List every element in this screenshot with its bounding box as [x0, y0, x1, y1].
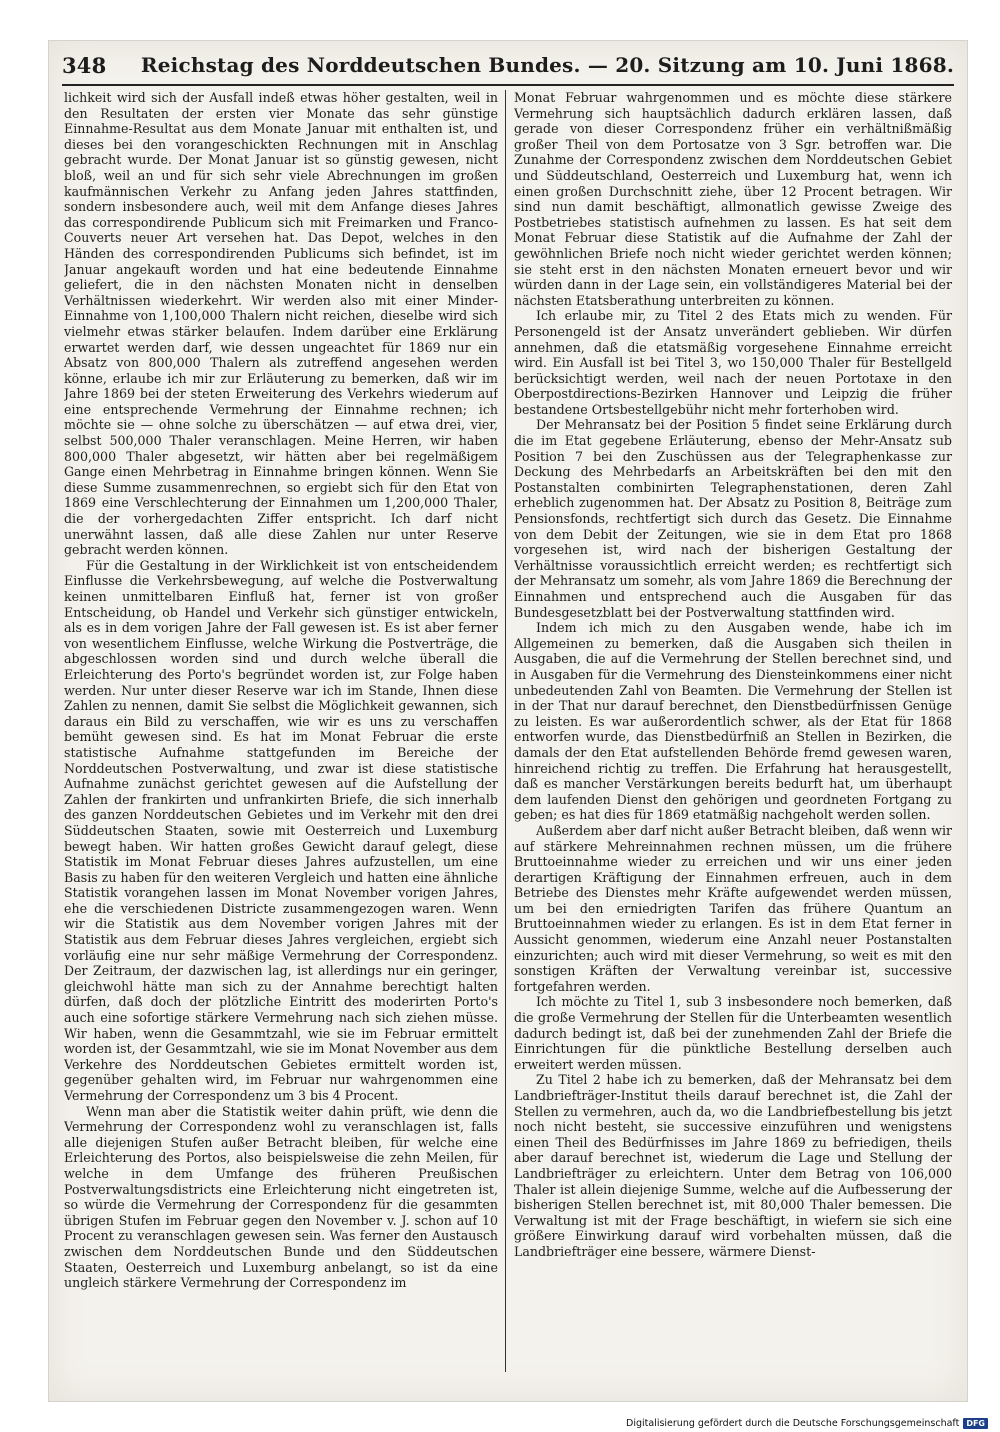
paragraph: Für die Gestaltung in der Wirklichkeit ist von entscheidendem Einflusse die Verkehrsbewegung, auf welche die Postverwaltung keinen unmittelbaren Einfluß hat, ferner ist von großer Entscheidung, ob Handel und Verkehr sich günstiger entwickeln, als es in dem vorigen Jahre der Fall gewesen ist. Es ist aber ferner von wesentlichem Einflusse, welche Wirkung die Postverträge, die abgeschlossen worden sind und durch welche überall die Erleichterung des Porto's begründet worden ist, zur Folge haben werden. Nur unter dieser Reserve war ich im Stande, Ihnen diese Zahlen zu nennen, damit Sie selbst die Möglichkeit gewannen, sich daraus ein Bild zu verschaffen, wie wir es uns zu verschaffen bemüht gewesen sind. Es hat im Monat Februar die erste statistische Aufnahme stattgefunden im Bereiche der Norddeutschen Postverwaltung, und zwar ist diese statistische Aufnahme zunächst gerichtet gewesen auf die Aufstellung der Zahlen der frankirten und unfrankirten Briefe, die sich innerhalb des ganzen Norddeutschen Gebietes und im Verkehr mit den drei Süddeutschen Staaten, sowie mit Oesterreich und Luxemburg bewegt haben. Wir hatten großes Gewicht darauf gelegt, diese Statistik im Monat Februar dieses Jahres aufzustellen, um eine Basis zu haben für den weiteren Vergleich und hatten eine ähnliche Statistik vorangehen lassen im Monat November vorigen Jahres, ehe die verschiedenen Districte zusammengezogen waren. Wenn wir die Statistik aus dem November vorigen Jahres mit der Statistik aus dem Februar dieses Jahres vergleichen, ergiebt sich vorläufig eine nur sehr mäßige Vermehrung der Correspondenz. Der Zeitraum, der dazwischen lag, ist allerdings nur ein geringer, gleichwohl hätte man sich zu der Annahme berechtigt halten dürfen, daß doch der plötzliche Eintritt des moderirten Porto's auch eine sofortige stärkere Vermehrung nach sich ziehen müsse. Wir haben, wenn die Gesammtzahl, wie sie im Februar ermittelt worden ist, der Gesammtzahl, wie sie im Monat November aus dem Verkehre des Norddeutschen Gebietes ermittelt worden ist, gegenüber gehalten wird, im Februar nur wahrgenommen eine Vermehrung der Correspondenz um 3 bis 4 Procent.: [64, 557, 498, 1103]
digitization-footer: [626, 1416, 988, 1430]
header-rule: [62, 84, 954, 86]
paragraph: Ich möchte zu Titel 1, sub 3 insbesondere noch bemerken, daß die große Vermehrung der Stellen für die Unterbeamten wesentlich dadurch bedingt ist, daß bei der zunehmenden Zahl der Briefe die Einrichtungen für die pünktliche Bestellung derselben auch erweitert werden müssen.: [514, 994, 952, 1072]
left-column: [64, 90, 498, 1380]
paragraph: Wenn man aber die Statistik weiter dahin prüft, wie denn die Vermehrung der Correspondenz wohl zu veranschlagen ist, falls alle diejenigen Stufen außer Betracht bleiben, für welche eine Erleichterung des Portos, also beispielsweise die zehn Meilen, für welche in dem Umfange des früheren Preußischen Postverwaltungsdistricts eine Erleichterung nicht eingetreten ist, so würde die Vermehrung der Correspondenz für die gesammten übrigen Stufen im Februar gegen den November v. J. schon auf 10 Procent zu veranschlagen gewesen sein. Was ferner den Austausch zwischen dem Norddeutschen Bunde und den Süddeutschen Staaten, Oesterreich und Luxemburg anbelangt, so ist da eine ungleich stärkere Vermehrung der Correspondenz im: [64, 1103, 498, 1291]
paragraph: Indem ich mich zu den Ausgaben wende, habe ich im Allgemeinen zu bemerken, daß die Ausgaben sich theilen in Ausgaben, die auf die Vermehrung der Stellen berechnet sind, und in Ausgaben für die Vermehrung des Diensteinkommens einer nicht unbedeutenden Zahl von Beamten. Die Vermehrung der Stellen ist in der That nur darauf berechnet, den Dienstbedürfnissen Genüge zu leisten. Es war außerordentlich schwer, als der Etat für 1868 entworfen wurde, das Dienstbedürfniß an Stellen in Bezirken, die damals der den Etat aufstellenden Behörde fremd gewesen waren, hinreichend richtig zu treffen. Die Erfahrung hat herausgestellt, daß es mancher Verstärkungen bereits bedurft hat, um überhaupt dem laufenden Dienst den gehörigen und geordneten Fortgang zu geben; es hat dies für 1869 etatmäßig nachgeholt werden sollen.: [514, 620, 952, 823]
paragraph: Zu Titel 2 habe ich zu bemerken, daß der Mehransatz bei dem Landbriefträger-Institut theils darauf berechnet ist, die Zahl der Stellen zu vermehren, auch da, wo die Landbriefbestellung bis jetzt noch nicht besteht, sie successive einzuführen und wenigstens einen Theil des Bedürfnisses im Jahre 1869 zu befriedigen, theils aber darauf berechnet ist, wiederum die Lage und Stellung der Landbriefträger zu erleichtern. Unter dem Betrag von 106,000 Thaler ist allein diejenige Summe, welche auf die Aufbesserung der bisherigen Stellen berechnet ist, mit 80,000 Thaler bemessen. Die Verwaltung ist mit der Frage beschäftigt, in wiefern sie sich eine größere Einwirkung darauf wird vorbehalten müssen, daß die Landbriefträger eine bessere, wärmere Dienst-: [514, 1072, 952, 1259]
paragraph: Der Mehransatz bei der Position 5 findet seine Erklärung durch die im Etat gegebene Erläuterung, ebenso der Mehr-Ansatz sub Position 7 bei den Zuschüssen aus der Telegraphenkasse zur Deckung des Mehrbedarfs an Arbeitskräften bei den mit den Postanstalten combinirten Telegraphenstationen, deren Zahl erheblich zugenommen hat. Der Absatz zu Position 8, Beiträge zum Pensionsfonds, rechtfertigt sich durch das Gesetz. Die Einnahme von dem Debit der Zeitungen, wie sie in dem Etat pro 1868 vorgesehen ist, wird nach der bisherigen Gestaltung der Verhältnisse voraussichtlich erreicht werden; es rechtfertigt sich der Mehransatz um somehr, als vom Jahre 1869 die Berechnung der Einnahmen und entsprechend auch die Ausgaben für das Bundesgesetzblatt bei der Postverwaltung stattfinden wird.: [514, 417, 952, 620]
dfg-logo: DFG: [963, 1418, 988, 1429]
column-divider: [505, 90, 506, 1372]
page-header: [62, 48, 954, 82]
right-column: [514, 90, 952, 1380]
paragraph: Ich erlaube mir, zu Titel 2 des Etats mich zu wenden. Für Personengeld ist der Ansatz unverändert geblieben. Wir dürfen annehmen, daß die etatsmäßig vorgesehene Einnahme erreicht wird. Ein Ausfall ist bei Titel 3, wo 150,000 Thaler für Bestellgeld berücksichtigt werden, weil nach der neuen Portotaxe in den Oberpostdirections-Bezirken Hannover und Leipzig die früher bestandene Ortsbestellgebühr nicht mehr forterhoben wird.: [514, 308, 952, 417]
page-number: 348: [62, 52, 107, 78]
paragraph: Außerdem aber darf nicht außer Betracht bleiben, daß wenn wir auf stärkere Mehreinnahmen rechnen müssen, um die frühere Bruttoeinnahme wieder zu erreichen und wir uns einer jeden derartigen Kräftigung der Einnahmen erfreuen, auch in dem Betriebe des Dienstes mehr Kräfte aufgewendet werden müssen, um bei den erniedrigten Tarifen das frühere Quantum an Bruttoeinnahmen wieder zu erlangen. Es ist in dem Etat ferner in Aussicht genommen, wiederum eine Anzahl neuer Postanstalten einzurichten; auch wird mit dieser Vermehrung, so weit es mit den sonstigen Kräften der Verwaltung vereinbar ist, successive fortgefahren werden.: [514, 822, 952, 994]
paragraph: lichkeit wird sich der Ausfall indeß etwas höher gestalten, weil in den Resultaten der ersten vier Monate das sehr günstige Einnahme-Resultat aus dem Monate Januar mit enthalten ist, und dieses bei den vorangeschickten Rechnungen mit in Anschlag gebracht wurde. Der Monat Januar ist so günstig gewesen, nicht bloß, weil an und für sich sehr viele Abrechnungen im großen kaufmännischen Verkehr zu Anfang jeden Jahres stattfinden, sondern insbesondere auch, weil mit dem Anfange dieses Jahres das correspondirende Publicum sich mit Freimarken und Franco-Couverts neuer Art versehen hat. Das Depot, welches in den Händen des correspondirenden Publicums sich befindet, ist im Januar angekauft worden und hat eine bedeutende Einnahme geliefert, die in den nächsten Monaten nicht in denselben Verhältnissen wiederkehrt. Wir werden also mit einer Minder-Einnahme von 1,100,000 Thalern nicht reichen, dieselbe wird sich vielmehr etwas stärker belaufen. Indem darüber eine Erklärung erwartet werden darf, wie dessen ungeachtet für 1869 nur ein Absatz von 800,000 Thalern als zutreffend angesehen werden könne, erlaube ich mir zur Erläuterung zu bemerken, daß wir im Jahre 1869 bei der steten Erweiterung des Verkehrs wiederum auf eine entsprechende Vermehrung der Einnahme rechnen; ich möchte sie — ohne solche zu überschätzen — auf etwa drei, vier, selbst 500,000 Thaler veranschlagen. Meine Herren, wir haben 800,000 Thaler abgesetzt, wir hätten aber bei regelmäßigem Gange einen Mehrbetrag in Einnahme bringen können. Wenn Sie diese Summe zusammenrechnen, so ergiebt sich für den Etat von 1869 eine Verschlechterung der Einnahmen um 1,200,000 Thaler, die der vorhergedachten Ziffer entspricht. Ich darf nicht unerwähnt lassen, daß alle diese Zahlen nur unter Reserve gebracht werden können.: [64, 90, 498, 558]
footer-text: Digitalisierung gefördert durch die Deutsche Forschungsgemeinschaft: [626, 1417, 960, 1429]
paragraph: Monat Februar wahrgenommen und es möchte diese stärkere Vermehrung sich hauptsächlich dadurch erklären lassen, daß gerade von dieser Correspondenz früher ein verhältnißmäßig großer Theil von dem Portosatze von 3 Sgr. betroffen war. Die Zunahme der Correspondenz zwischen dem Norddeutschen Gebiet und Süddeutschland, Oesterreich und Luxemburg hat, wenn ich einen großen Durchschnitt ziehe, über 12 Procent betragen. Wir sind nun damit beschäftigt, allmonatlich gewisse Zweige des Postbetriebes statistisch aufnehmen zu lassen. Es hat seit dem Monat Februar diese Statistik auf die Aufnahme der Zahl der gewöhnlichen Briefe noch nicht wieder gerichtet werden können; sie steht erst in den nächsten Monaten erneuert bevor und wir würden dann in der Lage sein, ein vollständigeres Material bei der nächsten Etatsberathung unterbreiten zu können.: [514, 90, 952, 308]
running-title: Reichstag des Norddeutschen Bundes. — 20. Sitzung am 10. Juni 1868.: [140, 53, 954, 77]
